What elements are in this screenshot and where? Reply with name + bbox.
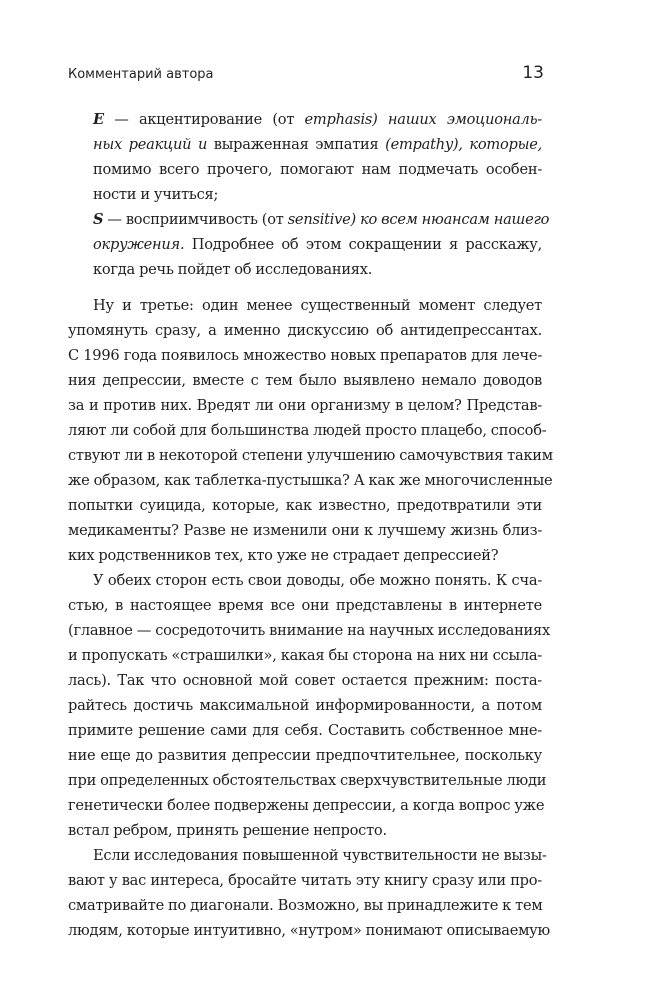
page-header <box>68 63 544 87</box>
paragraph-1-line: С 1996 года появилось множество новых препаратов для лече- <box>68 347 542 364</box>
list-item-e-line-1: E — акцентирование (от emphasis) наших эмоциональ- <box>93 111 542 128</box>
paragraph-2-line: при определенных обстоятельствах сверхчувствительные люди <box>68 772 547 789</box>
list-item-s-line-3: когда речь пойдет об исследованиях. <box>93 261 373 278</box>
paragraph-1-line: ствуют ли в некоторой степени улучшению самочувствия таким <box>68 447 553 464</box>
paragraph-3-line: Если исследования повышенной чувствительности не вызы- <box>93 847 547 864</box>
paragraph-3-line: людям, которые интуитивно, «нутром» понимают описываемую <box>68 922 550 939</box>
paragraph-2-line: генетически более подвержены депрессии, а когда вопрос уже <box>68 797 545 814</box>
paragraph-2-line: стью, в настоящее время все они представлены в интернете <box>68 597 542 614</box>
paragraph-1-line: же образом, как таблетка-пустышка? А как же многочисленные <box>68 472 553 489</box>
list-item-e-line-3: помимо всего прочего, помогают нам подмечать особен- <box>93 161 542 178</box>
paragraph-1-line: упомянуть сразу, а именно дискуссию об антидепрессантах. <box>68 322 542 339</box>
paragraph-1-line: ких родственников тех, кто уже не страдает депрессией? <box>68 547 499 564</box>
paragraph-3-line: вают у вас интереса, бросайте читать эту книгу сразу или про- <box>68 872 542 889</box>
list-letter-s: S <box>93 211 104 228</box>
paragraph-1-line: Ну и третье: один менее существенный момент следует <box>93 297 542 314</box>
paragraph-2-line: райтесь достичь максимальной информированности, а потом <box>68 697 542 714</box>
list-item-e-line-2: ных реакций и выраженная эмпатия (empathy), которые, <box>93 136 542 153</box>
list-item-s-line-2: окружения. Подробнее об этом сокращении я расскажу, <box>93 236 542 253</box>
paragraph-3-line: сматривайте по диагонали. Возможно, вы принадлежите к тем <box>68 897 543 914</box>
list-item-s-line-1: S — восприимчивость (от sensitive) ко всем нюансам нашего <box>93 211 550 228</box>
paragraph-2-line: и пропускать «страшилки», какая бы сторона на них ни ссыла- <box>68 647 542 664</box>
paragraph-1-line: ляют ли собой для большинства людей просто плацебо, способ- <box>68 422 547 439</box>
paragraph-2-line: лась). Так что основной мой совет остается прежним: поста- <box>68 672 542 689</box>
paragraph-2-line: ние еще до развития депрессии предпочтительнее, поскольку <box>68 747 542 764</box>
paragraph-2-line: встал ребром, принять решение непросто. <box>68 822 387 839</box>
paragraph-2-line: (главное — сосредоточить внимание на научных исследованиях <box>68 622 550 639</box>
paragraph-2-line: У обеих сторон есть свои доводы, обе можно понять. К сча- <box>93 572 542 589</box>
paragraph-2-line: примите решение сами для себя. Составить собственное мне- <box>68 722 542 739</box>
paragraph-1-line: медикаменты? Разве не изменили они к лучшему жизнь близ- <box>68 522 542 539</box>
paragraph-1-line: за и против них. Вредят ли они организму в целом? Представ- <box>68 397 542 414</box>
paragraph-1-line: ния депрессии, вместе с тем было выявлено немало доводов <box>68 372 542 389</box>
paragraph-1-line: попытки суицида, которые, как известно, предотвратили эти <box>68 497 542 514</box>
list-letter-e: E <box>93 111 104 128</box>
page-number: 13 <box>522 63 544 83</box>
running-title: Комментарий автора <box>68 67 214 82</box>
list-item-e-line-4: ности и учиться; <box>93 186 219 203</box>
